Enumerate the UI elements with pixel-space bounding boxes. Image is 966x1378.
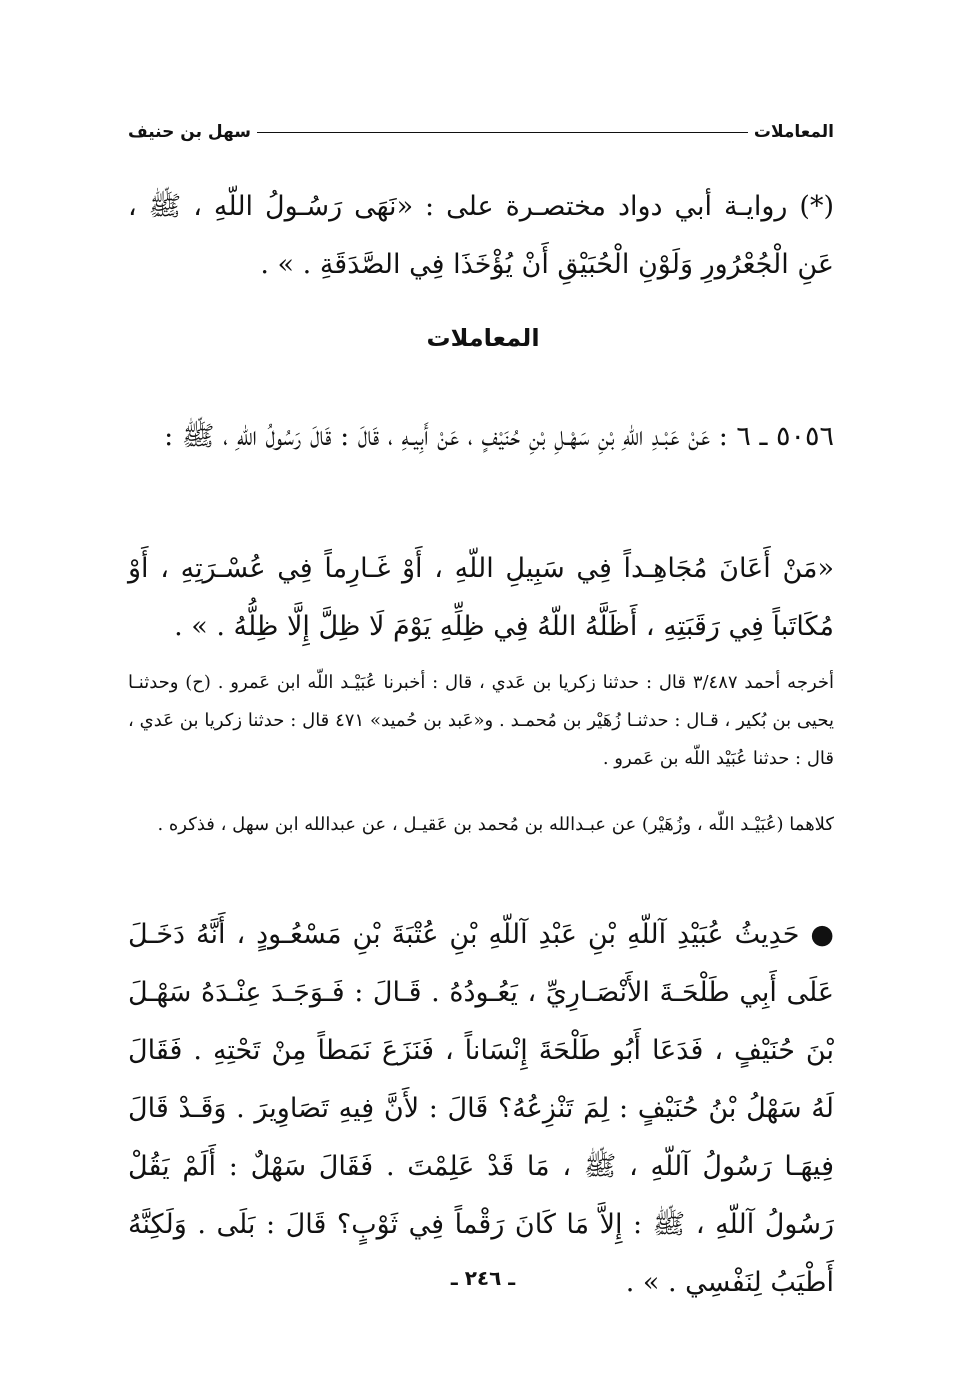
header-rule	[257, 132, 748, 133]
section-title: المعاملات	[426, 324, 540, 352]
footnote-note: (*) روايـة أبي دواد مختصـرة على : «نَهَى رَسُـولُ اللّهِ ، ﷺ ، عَنِ الْجُعْرُورِ وَلَوْنِ الْحُبَيْقِ أَنْ يُؤْخَذَا فِي الصَّدَقَةِ . » .	[128, 191, 834, 280]
takhrij-paragraph-2: كلاهما (عُبَيْـد اللّه ، وزُهَيْر) عن عبـدالله بن مُحمد بن عَقيـل ، عن عبدالله ابن سهل ، فذكره .	[157, 814, 834, 835]
takhrij-paragraph-1: أخرجه أحمد ٣/٤٨٧ قال : حدثنا زكريا بن عَدي ، قال : أخبرنا عُبَيْـد اللّه ابن عَمرو . (ح) وحدثنـا يحيى بن بُكير ، قـال : حدثنـا زُهَيْر بن مُحمـد . و«عَبد بن حُميد» ٤٧١ قال : حدثنا زكريا بن عَدي ، قال : حدثنا عُبَيْد اللّه بن عَمرو .	[128, 672, 835, 769]
running-header	[128, 102, 834, 142]
header-chapter: المعاملات	[753, 122, 834, 142]
hadith-intro: ٥٠٥٦ ـ ٦ : عَنْ عَبْـدِ اللّهِ بْنِ سَهْـلِ بْنِ حُنَيْفٍ ، عَنْ أَبِيـهِ ، قَالَ : قَالَ رَسُولُ اللّهِ ، ﷺ :	[164, 421, 834, 452]
page-number: ـ ٢٤٦ ـ	[450, 1266, 516, 1290]
hadith-2-text: ● حَدِيثُ عُبَيْدِ آللّهِ بْنِ عَبْدِ آللّهِ بْنِ عُتْبَةَ بْنِ مَسْعُـودٍ ، أَنَّهُ دَخَـلَ عَلَى أَبِي طَلْحَـةَ الأَنْصَـارِيِّ ، يَعُـودُهُ . قَـالَ : فَـوَجَـدَ عِنْـدَهُ سَهْـلَ بْنَ حُنَيْفٍ ، فَدَعَا أَبُو طَلْحَةَ إِنْسَاناً ، فَنَزَعَ نَمَطاً مِنْ تَحْتِهِ . فَقَالَ لَهُ سَهْلُ بْنُ حُنَيْفٍ : لِمَ تَنْزِعُهُ؟ قَالَ : لأَنَّ فِيهِ تَصَاوِيرَ . وَقَـدْ قَالَ فِيهَـا رَسُولُ آللّهِ ، ﷺ ، مَا قَدْ عَلِمْتَ . فَقَالَ سَهْلٌ : أَلَمْ يَقُلْ رَسُولُ آللّهِ ، ﷺ : إِلاَّ مَا كَانَ رَقْماً فِي ثَوْبٍ؟ قَالَ : بَلَى . وَلَكِنَّهُ أَطْيَبُ لِنَفْسِي . » .	[128, 919, 834, 1298]
header-narrator: سهل بن حنيف	[128, 122, 252, 142]
hadith-text: «مَنْ أَعَانَ مُجَاهِـداً فِي سَبِيلِ اللّهِ ، أَوْ غَـارِماً فِي عُسْـرَتِهِ ، أَوْ مُكَاتَباً فِي رَقَبَتِهِ ، أَظَلَّهُ اللّهُ فِي ظِلِّهِ يَوْمَ لَا ظِلَّ إِلَّا ظِلُّهُ . » .	[128, 553, 834, 642]
